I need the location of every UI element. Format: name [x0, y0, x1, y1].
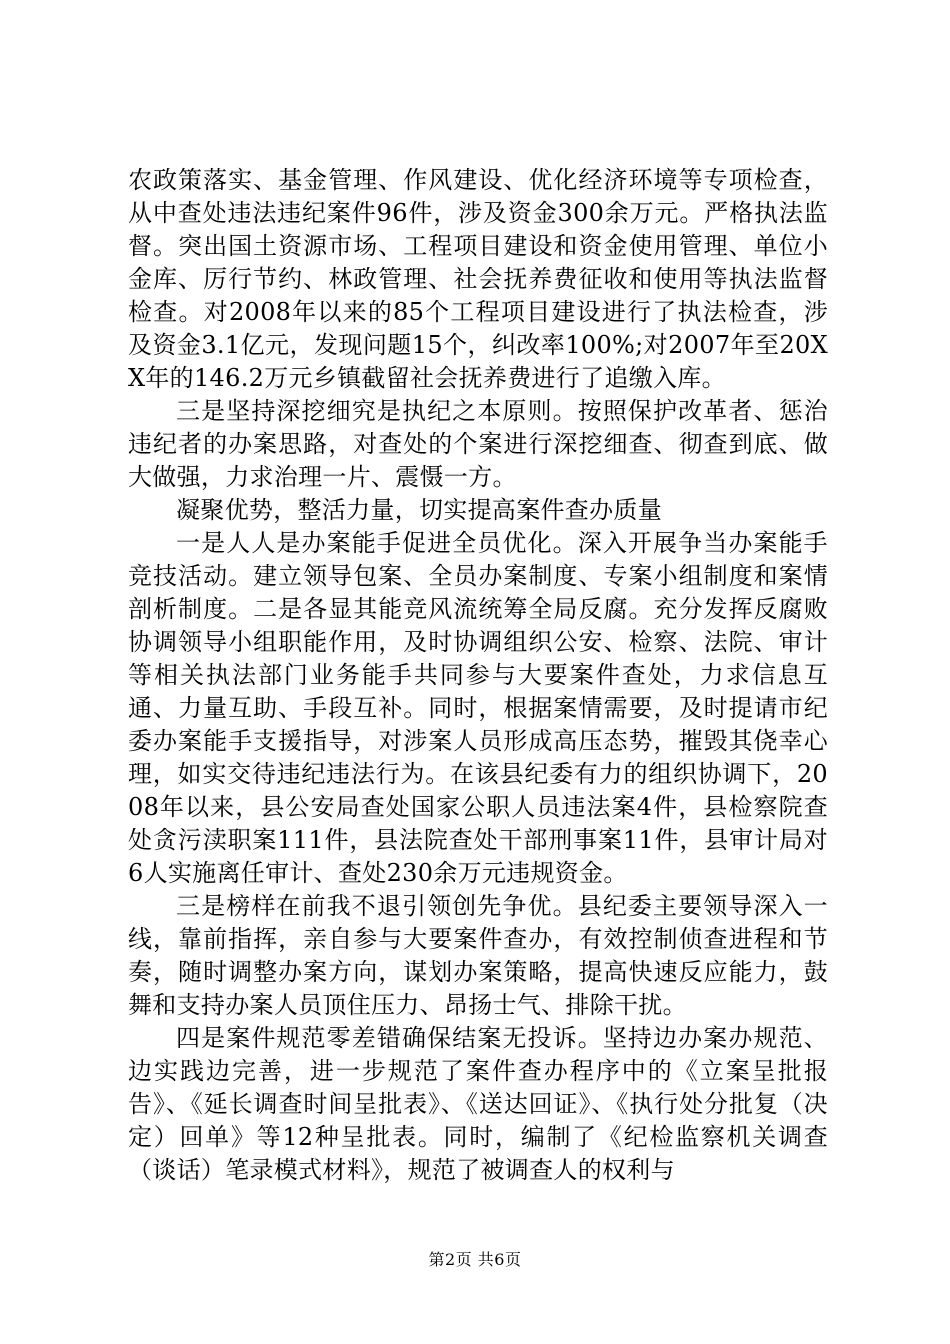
paragraph-4: 三是榜样在前我不退引领创先争优。县纪委主要领导深入一线，靠前指挥，亲自参与大要案件查办，有效控制侦查进程和节奏，随时调整办案方向，谋划办案策略，提高快速反应能力，鼓舞和支持办案人员顶住压力、昂扬士气、排除干扰。 — [128, 892, 828, 1019]
paragraph-2: 三是坚持深挖细究是执纪之本原则。按照保护改革者、惩治违纪者的办案思路，对查处的个案进行深挖细查、彻查到底、做大做强，力求治理一片、震慑一方。 — [128, 397, 828, 491]
paragraph-5: 四是案件规范零差错确保结案无投诉。坚持边办案办规范、边实践边完善，进一步规范了案件查办程序中的《立案呈批报告》、《延长调查时间呈批表》、《送达回证》、《执行处分批复（决定）回单》等12种呈批表。同时，编制了《纪检监察机关调查（谈话）笔录模式材料》，规范了被调查人的权利与 — [128, 1024, 828, 1184]
paragraph-3: 一是人人是办案能手促进全员优化。深入开展争当办案能手竞技活动。建立领导包案、全员办案制度、专案小组制度和案情剖析制度。二是各显其能竞风流统筹全局反腐。充分发挥反腐败协调领导小组职能作用，及时协调组织公安、检察、法院、审计等相关执法部门业务能手共同参与大要案件查处，力求信息互通、力量互助、手段互补。同时，根据案情需要，及时提请市纪委办案能手支援指导，对涉案人员形成高压态势，摧毁其侥幸心理，如实交待违纪违法行为。在该县纪委有力的组织协调下，2008年以来，县公安局查处国家公职人员违法案4件，县检察院查处贪污渎职案111件，县法院查处干部刑事案11件，县审计局对6人实施离任审计、查处230余万元违规资金。 — [128, 529, 828, 887]
paragraph-1: 农政策落实、基金管理、作风建设、优化经济环境等专项检查，从中查处违法违纪案件96件，涉及资金300余万元。严格执法监督。突出国土资源市场、工程项目建设和资金使用管理、单位小金库、厉行节约、林政管理、社会抚养费征收和使用等执法监督检查。对2008年以来的85个工程项目建设进行了执法检查，涉及资金3.1亿元，发现问题15个，纠改率100%;对2007年至20XX年的146.2万元乡镇截留社会抚养费进行了追缴入库。 — [128, 166, 828, 392]
document-body — [128, 164, 828, 1187]
page-number-footer: 第2页 共6页 — [428, 1250, 522, 1269]
section-heading: 凝聚优势，整活力量，切实提高案件查办质量 — [176, 496, 662, 524]
